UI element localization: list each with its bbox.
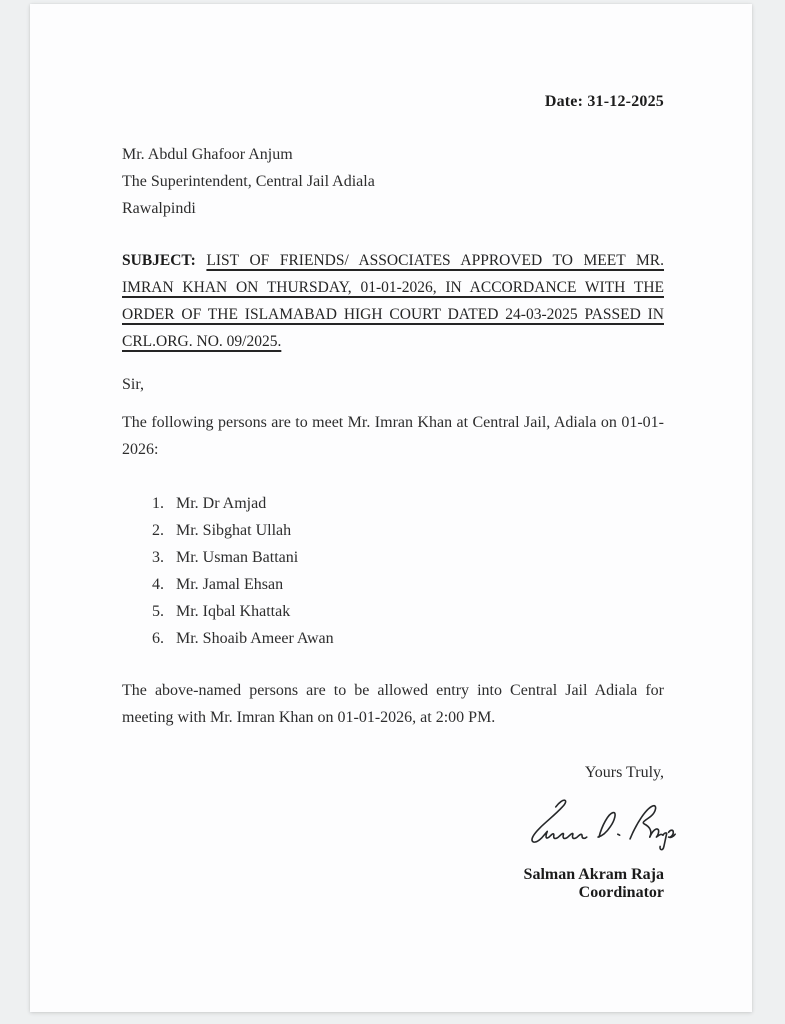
subject-label: SUBJECT: bbox=[122, 252, 196, 269]
letter-content bbox=[122, 4, 664, 902]
recipient-city: Rawalpindi bbox=[122, 200, 196, 217]
date-line: Date: 31-12-2025 bbox=[544, 93, 664, 110]
recipient-title: The Superintendent, Central Jail Adiala bbox=[122, 173, 375, 190]
list-item: 4. Mr. Jamal Ehsan bbox=[168, 571, 664, 598]
salutation: Sir, bbox=[122, 376, 145, 393]
list-item: 6. Mr. Shoaib Ameer Awan bbox=[168, 625, 664, 652]
handwritten-signature-image bbox=[520, 793, 678, 851]
signer-name: Salman Akram Raja bbox=[523, 866, 664, 883]
subject-text: LIST OF FRIENDS/ ASSOCIATES APPROVED TO MEET MR. IMRAN KHAN ON THURSDAY, 01-01-2026, IN ACCORDANCE WITH THE ORDER OF THE ISLAMABAD HIGH COURT DATED 24-03-2025 PASSED IN CRL.ORG. NO. 09/2025. bbox=[122, 252, 665, 350]
list-item: 2. Mr. Sibghat Ullah bbox=[168, 517, 664, 544]
list-item: 3. Mr. Usman Battani bbox=[168, 544, 664, 571]
list-item: 1. Mr. Dr Amjad bbox=[168, 490, 664, 517]
list-item: 5. Mr. Iqbal Khattak bbox=[168, 598, 664, 625]
intro-paragraph: The following persons are to meet Mr. Imran Khan at Central Jail, Adiala on 01-01-2026: bbox=[122, 414, 664, 458]
signature-block bbox=[122, 759, 664, 902]
signer-role: Coordinator bbox=[578, 884, 664, 901]
recipient-block bbox=[122, 141, 664, 222]
valediction: Yours Truly, bbox=[584, 764, 664, 781]
visitor-list bbox=[122, 490, 664, 652]
closing-paragraph: The above-named persons are to be allowed entry into Central Jail Adiala for meeting with Mr. Imran Khan on 01-01-2026, at 2:00 PM. bbox=[122, 682, 664, 726]
letter-page bbox=[30, 4, 752, 1012]
subject-paragraph bbox=[122, 247, 664, 355]
recipient-name: Mr. Abdul Ghafoor Anjum bbox=[122, 146, 293, 163]
